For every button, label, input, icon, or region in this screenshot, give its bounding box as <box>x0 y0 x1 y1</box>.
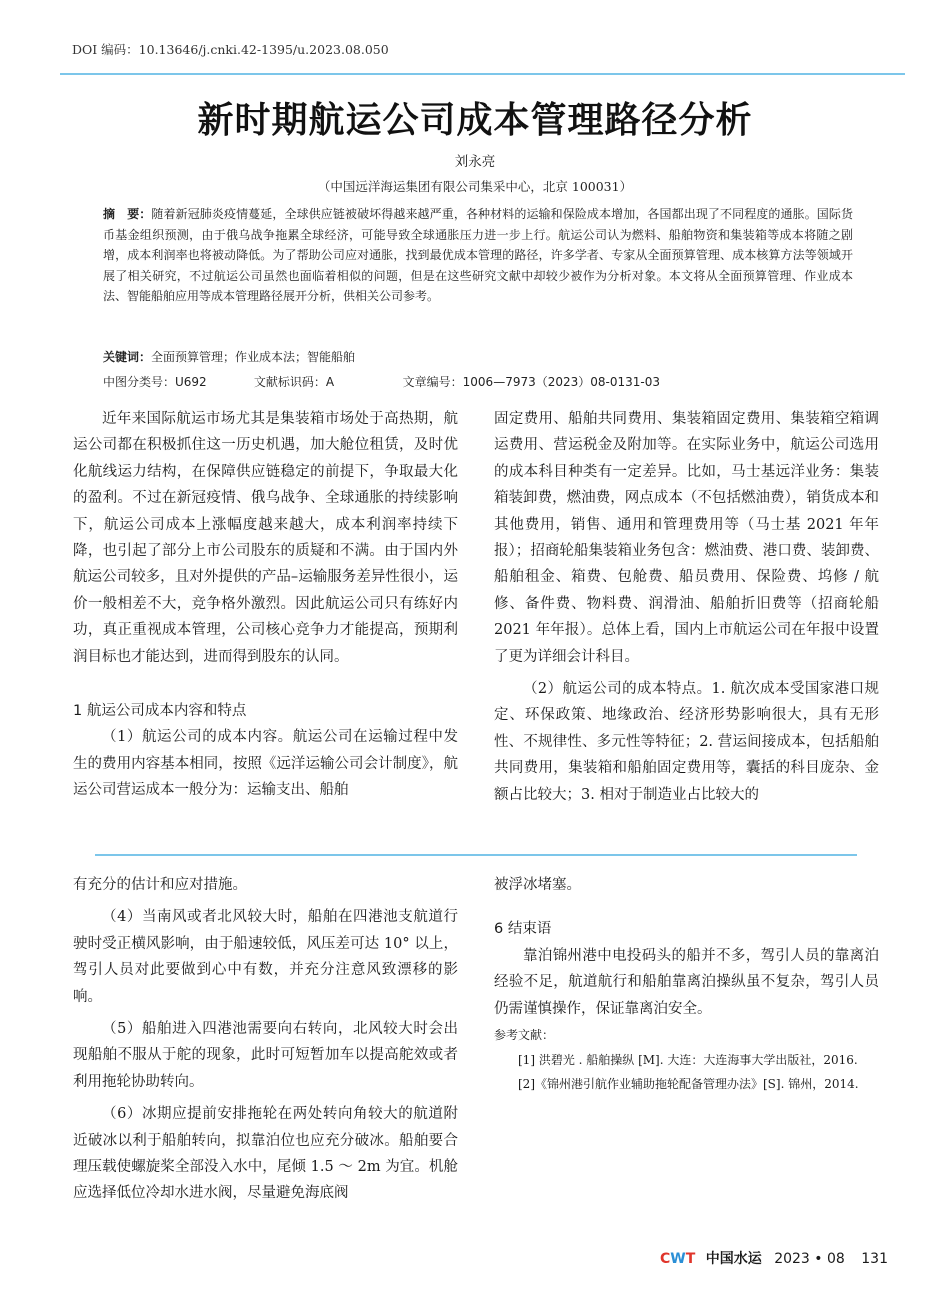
magazine-name: 中国水运 <box>705 1251 762 1267</box>
article-number: 文章编号：1006—7973（2023）08-0131-03 <box>402 375 661 389</box>
paragraph: （6）冰期应提前安排拖轮在两处转向角较大的航道附近破冰以利于船舶转向，拟靠泊位也应充分破冰。船舶要合理压载使螺旋桨全部没入水中，尾倾 1.5 ～ 2m 为宜。机舱应选择低位冷却水进水阀，尽量避免海底阀 <box>73 1106 458 1202</box>
abstract-label: 摘 要： <box>103 207 152 221</box>
paragraph: 有充分的估计和应对措施。 <box>73 877 247 893</box>
affiliation: （中国远洋海运集团有限公司集采中心，北京 100031） <box>317 179 633 194</box>
cwt-logo-c: C <box>660 1251 671 1267</box>
section-heading-1: 1 航运公司成本内容和特点 <box>73 703 247 720</box>
lower-left-column <box>73 872 458 1207</box>
references-heading: 参考文献： <box>494 1028 555 1043</box>
keywords <box>103 348 355 365</box>
keywords-text: 全面预算管理；作业成本法；智能船舶 <box>151 350 356 364</box>
mid-rule <box>95 854 857 856</box>
paragraph: 被浮冰堵塞。 <box>494 877 581 893</box>
header-rule <box>60 73 905 75</box>
classification-line <box>103 373 660 390</box>
paragraph: （5）船舶进入四港池需要向右转向，北风较大时会出现船舶不服从于舵的现象，此时可短暂加车以提高舵效或者利用拖轮协助转向。 <box>73 1021 458 1090</box>
reference-item: [2]《锦州港引航作业辅助拖轮配备管理办法》[S]. 锦州，2014. <box>518 1077 859 1092</box>
reference-item: [1] 洪碧光 . 船舶操纵 [M]. 大连：大连海事大学出版社，2016. <box>518 1053 858 1068</box>
abstract-text: 随着新冠肺炎疫情蔓延，全球供应链被破坏得越来越严重，各种材料的运输和保险成本增加，各国都出现了不同程度的通胀。国际货币基金组织预测，由于俄乌战争拖累全球经济，可能导致全球通胀压力进一步上行。航运公司认为燃料、船舶物资和集装箱等成本将随之剧增，成本利润率也将被动降低。为了帮助公司应对通胀，找到最优成本管理的路径，许多学者、专家从全面预算管理、成本核算方法等领域开展了相关研究，不过航运公司虽然也面临着相似的问题，但是在这些研究文献中却较少被作为分析对象。本文将从全面预算管理、作业成本法、智能船舶应用等成本管理路径展开分析，供相关公司参考。 <box>103 207 853 304</box>
section-heading-6: 6 结束语 <box>494 921 552 938</box>
lower-right-column <box>494 872 879 1096</box>
article-title: 新时期航运公司成本管理路径分析 <box>197 100 753 141</box>
upper-left-column <box>73 406 458 804</box>
author: 刘永亮 <box>454 154 496 170</box>
cwt-logo-t: T <box>685 1251 696 1267</box>
keywords-label: 关键词： <box>103 350 152 364</box>
paragraph: 固定费用、船舶共同费用、集装箱固定费用、集装箱空箱调运费用、营运税金及附加等。在实际业务中，航运公司选用的成本科目种类有一定差异。比如，马士基远洋业务：集装箱装卸费，燃油费，网点成本（不包括燃油费），销货成本和其他费用，销售、通用和管理费用等（马士基 2021 年年报）；招商轮船集装箱业务包含：燃油费、港口费、装卸费、船舶租金、箱费、包舱费、船员费用、保险费、坞修 / 航修、备件费、物料费、润滑油、船舶折旧费等（招商轮船 2021 年年报）。总体上看，国内上市航运公司在年报中设置了更为详细会计科目。 <box>494 411 879 665</box>
clc-number: 中图分类号：U692 <box>103 375 207 389</box>
paragraph: （4）当南风或者北风较大时，船舶在四港池支航道行驶时受正横风影响，由于船速较低，风压差可达 10° 以上，驾引人员对此要做到心中有数，并充分注意风致漂移的影响。 <box>73 909 458 1005</box>
doi-line: DOI 编码：10.13646/j.cnki.42-1395/u.2023.08.050 <box>72 42 389 57</box>
page-footer <box>660 1248 888 1268</box>
upper-right-column <box>494 406 879 808</box>
doc-code: 文献标识码：A <box>253 375 335 389</box>
paragraph: 近年来国际航运市场尤其是集装箱市场处于高热期，航运公司都在积极抓住这一历史机遇，加大舱位租赁，及时优化航线运力结构，在保障供应链稳定的前提下，争取最大化的盈利。不过在新冠疫情、俄乌战争、全球通胀的持续影响下，航运公司成本上涨幅度越来越大，成本利润率持续下降，也引起了部分上市公司股东的质疑和不满。由于国内外航运公司较多，且对外提供的产品–运输服务差异性很小，运价一般相差不大，竞争格外激烈。因此航运公司只有练好内功，真正重视成本管理，公司核心竞争力才能提高，预期利润目标也才能达到，进而得到股东的认同。 <box>73 411 458 665</box>
paragraph: （1）航运公司的成本内容。航运公司在运输过程中发生的费用内容基本相同，按照《远洋运输公司会计制度》，航运公司营运成本一般分为：运输支出、船舶 <box>73 729 458 799</box>
paragraph: （2）航运公司的成本特点。1. 航次成本受国家港口规定、环保政策、地缘政治、经济形势影响很大，具有无形性、不规律性、多元性等特征；2. 营运间接成本，包括船舶共同费用，集装箱和船舶固定费用等，囊括的科目庞杂、金额占比较大；3. 相对于制造业占比较大的 <box>494 681 879 803</box>
issue-number: 2023 • 08 <box>774 1251 845 1267</box>
page-number: 131 <box>861 1251 888 1267</box>
cwt-logo-w: W <box>670 1251 686 1267</box>
abstract <box>103 204 853 307</box>
paragraph: 靠泊锦州港中电投码头的船并不多，驾引人员的靠离泊经验不足，航道航行和船舶靠离泊操纵虽不复杂，驾引人员仍需谨慎操作，保证靠离泊安全。 <box>494 947 879 1017</box>
